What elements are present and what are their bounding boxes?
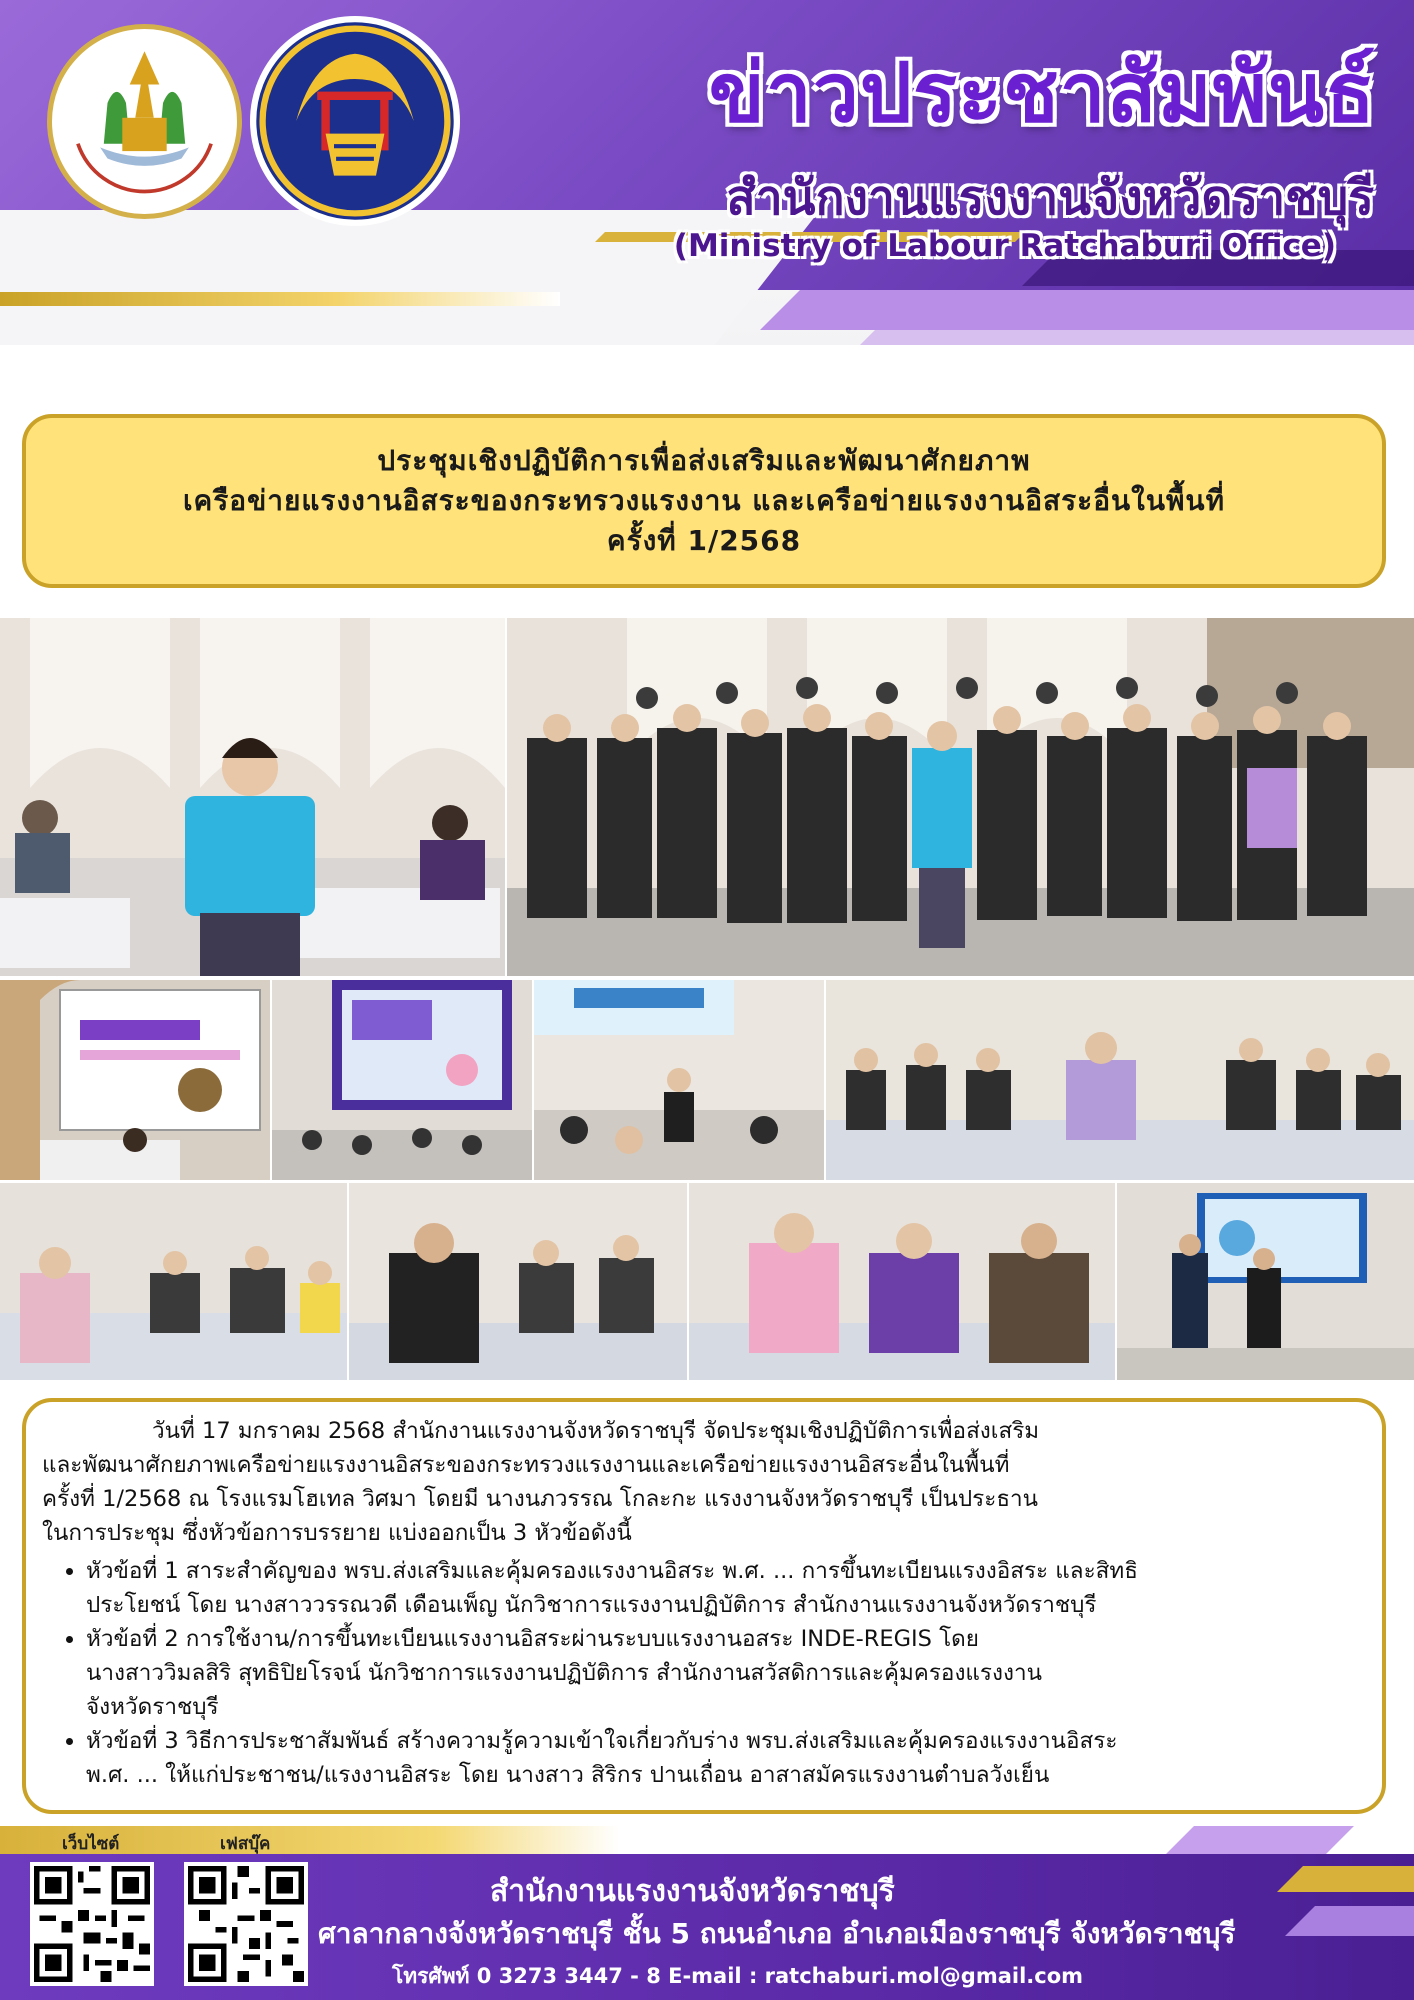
ratchaburi-office-logo bbox=[250, 16, 460, 226]
qr-code-icon bbox=[188, 1866, 304, 1982]
footer-stripe-a bbox=[1166, 1826, 1354, 1854]
topic-1-line-1: หัวข้อที่ 1 สาระสำคัญของ พรบ.ส่งเสริมและคุ้มครองแรงงานอิสระ พ.ศ. ... การขึ้นทะเบียนแรงงอิสระ และสิทธิ bbox=[86, 1558, 1138, 1584]
footer-address: ศาลากลางจังหวัดราชบุรี ชั้น 5 ถนนอำเภอ อำเภอเมืองราชบุรี จังหวัดราชบุรี bbox=[318, 1917, 1236, 1950]
photo-presenter-2 bbox=[272, 980, 532, 1180]
header-title: ข่าวประชาสัมพันธ์ bbox=[708, 46, 1376, 141]
topic-2-line-3: จังหวัดราชบุรี bbox=[86, 1694, 219, 1720]
qr-code-icon bbox=[34, 1866, 150, 1982]
header-office-english: (Ministry of Labour Ratchaburi Office) bbox=[673, 228, 1336, 264]
event-title-line-1: ประชุมเชิงปฏิบัติการเพื่อส่งเสริมและพัฒนาศักยภาพ bbox=[377, 444, 1031, 477]
intro-line-1: วันที่ 17 มกราคม 2568 สำนักงานแรงงานจังหวัดราชบุรี จัดประชุมเชิงปฏิบัติการเพื่อส่งเสริม bbox=[152, 1418, 1040, 1444]
photo-group-image bbox=[507, 618, 1414, 976]
news-body bbox=[22, 1398, 1386, 1814]
photo-presenter-1-image bbox=[0, 980, 270, 1180]
facebook-qr-code[interactable] bbox=[184, 1862, 308, 1986]
photo-audience-1-image bbox=[826, 980, 1414, 1180]
intro-paragraph bbox=[42, 1414, 1368, 1550]
photo-group bbox=[507, 618, 1414, 976]
ratchaburi-logo-icon bbox=[250, 16, 460, 226]
photo-audience-3-image bbox=[349, 1183, 687, 1380]
photo-audience-4-image bbox=[689, 1183, 1115, 1380]
footer bbox=[0, 1826, 1414, 2000]
header-banner bbox=[0, 0, 1414, 345]
header-stripe-2 bbox=[845, 330, 1414, 345]
intro-line-4: ในการประชุม ซึ่งหัวข้อการบรรยาย แบ่งออกเป็น 3 หัวข้อดังนี้ bbox=[42, 1520, 632, 1546]
photo-audience-3 bbox=[349, 1183, 687, 1380]
topic-3-line-2: พ.ศ. ... ให้แก่ประชาชน/แรงงานอิสระ โดย นางสาว สิริกร ปานเถื่อน อาสาสมัครแรงงานตำบลวังเย็น bbox=[86, 1762, 1050, 1788]
header-stripe-1 bbox=[760, 290, 1414, 330]
website-label: เว็บไซต์ bbox=[62, 1834, 120, 1854]
photo-presenter-3 bbox=[534, 980, 824, 1180]
header-office-thai: สำนักงานแรงงานจังหวัดราชบุรี bbox=[726, 170, 1374, 226]
photo-audience-1 bbox=[826, 980, 1414, 1180]
photo-audience-2-image bbox=[0, 1183, 347, 1380]
ministry-of-labour-logo bbox=[47, 24, 242, 219]
photo-chairwoman bbox=[0, 618, 505, 976]
topic-item-1 bbox=[86, 1554, 1368, 1622]
photo-speakers bbox=[1117, 1183, 1414, 1380]
photo-audience-2 bbox=[0, 1183, 347, 1380]
photo-chairwoman-image bbox=[0, 618, 505, 976]
topic-2-line-1: หัวข้อที่ 2 การใช้งาน/การขึ้นทะเบียนแรงงานอิสระผ่านระบบแรงงานอสระ INDE-REGIS โดย bbox=[86, 1626, 979, 1652]
event-title-line-2: เครือข่ายแรงงานอิสระของกระทรวงแรงงาน และเครือข่ายแรงงานอิสระอื่นในพื้นที่ bbox=[182, 484, 1226, 517]
photo-speakers-image bbox=[1117, 1183, 1414, 1380]
photo-audience-4 bbox=[689, 1183, 1115, 1380]
header-gold-line bbox=[0, 292, 560, 306]
intro-line-3: ครั้งที่ 1/2568 ณ โรงแรมโฮเทล วิศมา โดยมี นางนภวรรณ โกละกะ แรงงานจังหวัดราชบุรี เป็นประธาน bbox=[42, 1486, 1039, 1512]
topic-item-3 bbox=[86, 1724, 1368, 1792]
event-title-box bbox=[22, 414, 1386, 588]
event-title-line-3: ครั้งที่ 1/2568 bbox=[606, 524, 802, 557]
photo-presenter-3-image bbox=[534, 980, 824, 1180]
topic-3-line-1: หัวข้อที่ 3 วิธีการประชาสัมพันธ์ สร้างความรู้ความเข้าใจเกี่ยวกับร่าง พรบ.ส่งเสริมและคุ้มครองแรงงานอิสระ bbox=[86, 1728, 1118, 1754]
topic-2-line-2: นางสาววิมลสิริ สุทธิปิยโรจน์ นักวิชาการแรงงานปฏิบัติการ สำนักงานสวัสดิการและคุ้มครองแรงงาน bbox=[86, 1660, 1043, 1686]
footer-organization: สำนักงานแรงงานจังหวัดราชบุรี bbox=[490, 1874, 895, 1909]
photo-presenter-1 bbox=[0, 980, 270, 1180]
topic-1-line-2: ประโยชน์ โดย นางสาววรรณวดี เดือนเพ็ญ นักวิชาการแรงงานปฏิบัติการ สำนักงานแรงงานจังหวัดราชบุรี bbox=[86, 1592, 1097, 1618]
footer-contact: โทรศัพท์ 0 3273 3447 - 8 E-mail : ratchaburi.mol@gmail.com bbox=[392, 1964, 1084, 1988]
photo-presenter-2-image bbox=[272, 980, 532, 1180]
topics-list bbox=[42, 1554, 1368, 1792]
ministry-logo-icon bbox=[52, 29, 237, 214]
intro-line-2: และพัฒนาศักยภาพเครือข่ายแรงงานอิสระของกระทรวงแรงงานและเครือข่ายแรงงานอิสระอื่นในพื้นที่ bbox=[42, 1452, 1010, 1478]
facebook-label: เฟสบุ๊ค bbox=[220, 1834, 271, 1854]
footer-stripe-b bbox=[1277, 1866, 1414, 1892]
topic-item-2 bbox=[86, 1622, 1368, 1724]
website-qr-code[interactable] bbox=[30, 1862, 154, 1986]
